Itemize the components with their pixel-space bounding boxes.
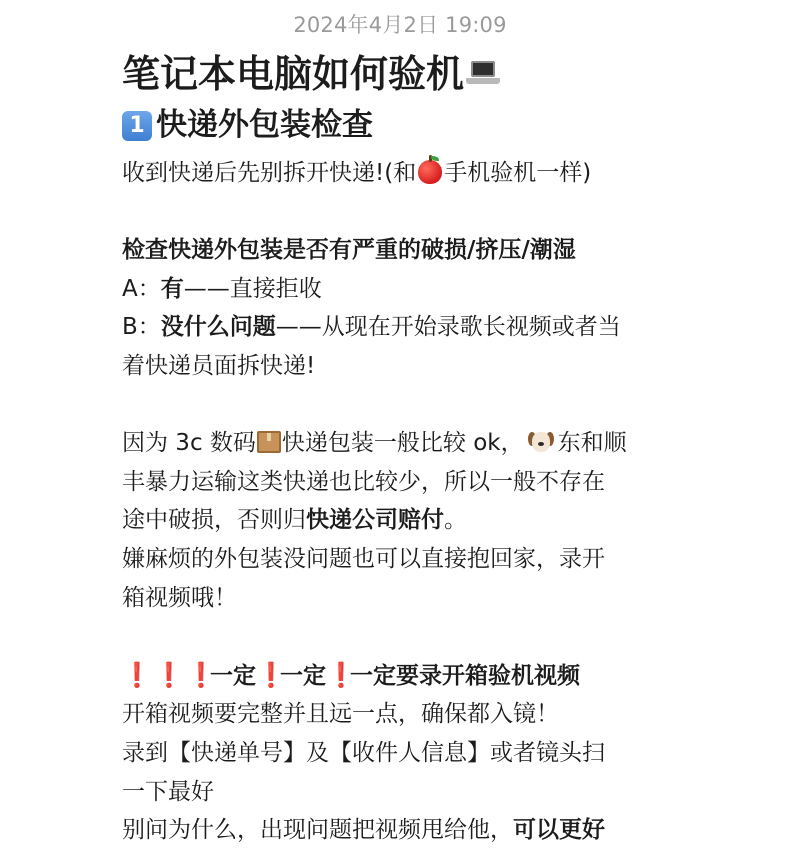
- text-span: ——直接拒收: [183, 275, 322, 302]
- bold-text: 快递公司赔付: [306, 507, 444, 534]
- paragraph-line: [122, 501, 682, 540]
- note-title-text: 笔记本电脑如何验机: [122, 52, 465, 96]
- laptop-icon: [466, 61, 500, 85]
- keycap-one-icon: 1: [122, 111, 152, 141]
- exclamation-icon: ❗: [326, 660, 356, 689]
- paragraph-line: 着快递员面拆快递!: [122, 352, 316, 379]
- text-span: 因为 3c 数码: [122, 430, 256, 457]
- exclamation-icon: ❗: [256, 660, 286, 689]
- bold-text: 一定: [280, 662, 327, 689]
- exclamation-icon: ❗: [122, 660, 152, 689]
- paragraph-line: 嫌麻烦的外包装没问题也可以直接抱回家，录开: [122, 545, 605, 572]
- exclamation-icon: ❗: [154, 660, 184, 689]
- text-span: 途中破损，否则归: [122, 507, 306, 534]
- apple-icon: [418, 160, 442, 184]
- text-span: 手机验机一样): [444, 160, 592, 186]
- text-span: 收到快递后先别拆开快递!(和: [122, 160, 417, 186]
- text-span: ——从现在开始录歌长视频或者当: [275, 314, 621, 341]
- paragraph-line: [122, 424, 682, 463]
- option-label: A：: [122, 275, 161, 302]
- text-span: 。: [444, 507, 467, 534]
- note-body: [122, 48, 682, 850]
- text-span: 东和顺: [557, 430, 627, 457]
- paragraph-line: 开箱视频要完整并且远一点，确保都入镜！: [122, 701, 559, 728]
- bold-text: 有: [160, 275, 184, 302]
- bold-text: 可以更好: [513, 817, 605, 844]
- section-heading-text: 快递外包装检查: [156, 107, 373, 143]
- text-span: 别问为什么，出现问题把视频甩给他，: [122, 817, 513, 844]
- paragraph-line: 录到【快递单号】及【收件人信息】或者镜头扫: [122, 739, 605, 766]
- paragraph-line: 丰暴力运输这类快递也比较少，所以一般不存在: [122, 468, 605, 495]
- bold-text: 没什么问题: [160, 314, 276, 341]
- paragraph-line: [122, 154, 682, 193]
- exclamation-icon: ❗: [186, 660, 216, 689]
- dog-icon: [528, 430, 554, 454]
- warning-line: [122, 656, 682, 696]
- section-heading: [122, 102, 682, 148]
- paragraph-line: 一下最好: [122, 778, 214, 805]
- paragraph-line: 箱视频哦！: [122, 584, 237, 611]
- paragraph-line: [122, 811, 682, 850]
- bold-text: 一定要录开箱验机视频: [350, 662, 581, 689]
- note-title: [122, 48, 682, 100]
- check-heading: 检查快递外包装是否有严重的破损/挤压/潮湿: [122, 237, 576, 264]
- option-label: B：: [122, 314, 161, 341]
- option-a: [122, 270, 682, 309]
- option-b: [122, 308, 682, 347]
- note-date: 2024年4月2日 19:09: [293, 13, 507, 37]
- text-span: 快递包装一般比较 ok，: [281, 430, 524, 457]
- package-icon: [257, 431, 281, 453]
- bold-text: 一定: [210, 662, 257, 689]
